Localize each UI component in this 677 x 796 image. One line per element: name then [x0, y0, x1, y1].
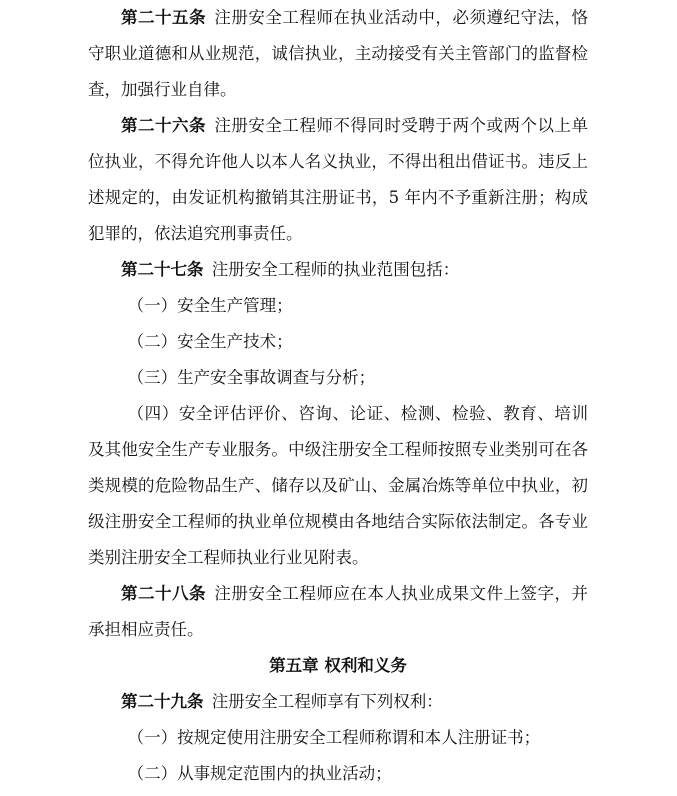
chapter-heading: 第五章 权利和义务 [269, 656, 407, 675]
list-item: （二）从事规定范围内的执业活动； [127, 764, 392, 783]
document-page [88, 0, 588, 792]
article-label: 第二十八条 [121, 584, 207, 603]
list-item: （四）安全评估评价、咨询、论证、检测、检验、教育、培训及其他安全生产专业服务。中级注册安全工程师按照专业类别可在各类规模的危险物品生产、储存以及矿山、金属冶炼等单位中执业，初级注册安全工程师的执业单位规模由各地结合实际依法制定。各专业类别注册安全工程师执业行业见附表。 [88, 404, 588, 567]
article-25 [88, 0, 588, 108]
article-28 [88, 576, 588, 648]
article-label: 第二十六条 [121, 116, 207, 135]
list-item: （一）按规定使用注册安全工程师称谓和本人注册证书； [127, 728, 541, 747]
article-text: 注册安全工程师在执业活动中，必须遵纪守法，恪守职业道德和从业规范，诚信执业，主动接受有关主管部门的监督检查，加强行业自律。 [88, 8, 589, 99]
article-label: 第二十七条 [121, 260, 204, 279]
list-item: （三）生产安全事故调查与分析； [127, 368, 376, 387]
list-item: （一）安全生产管理； [127, 296, 293, 315]
article-label: 第二十五条 [121, 8, 207, 27]
article-26 [88, 108, 588, 252]
article-text: 注册安全工程师不得同时受聘于两个或两个以上单位执业，不得允许他人以本人名义执业，不得出租出借证书。违反上述规定的，由发证机构撤销其注册证书，5 年内不予重新注册；构成犯罪的，依法追究刑事责任。 [88, 116, 589, 243]
list-item: （二）安全生产技术； [127, 332, 293, 351]
article-27 [88, 252, 588, 288]
article-29 [88, 684, 588, 720]
article-text: 注册安全工程师享有下列权利： [211, 692, 443, 711]
article-label: 第二十九条 [121, 692, 204, 711]
article-text: 注册安全工程师的执业范围包括： [211, 260, 460, 279]
article-text: 注册安全工程师应在本人执业成果文件上签字，并承担相应责任。 [88, 584, 589, 639]
